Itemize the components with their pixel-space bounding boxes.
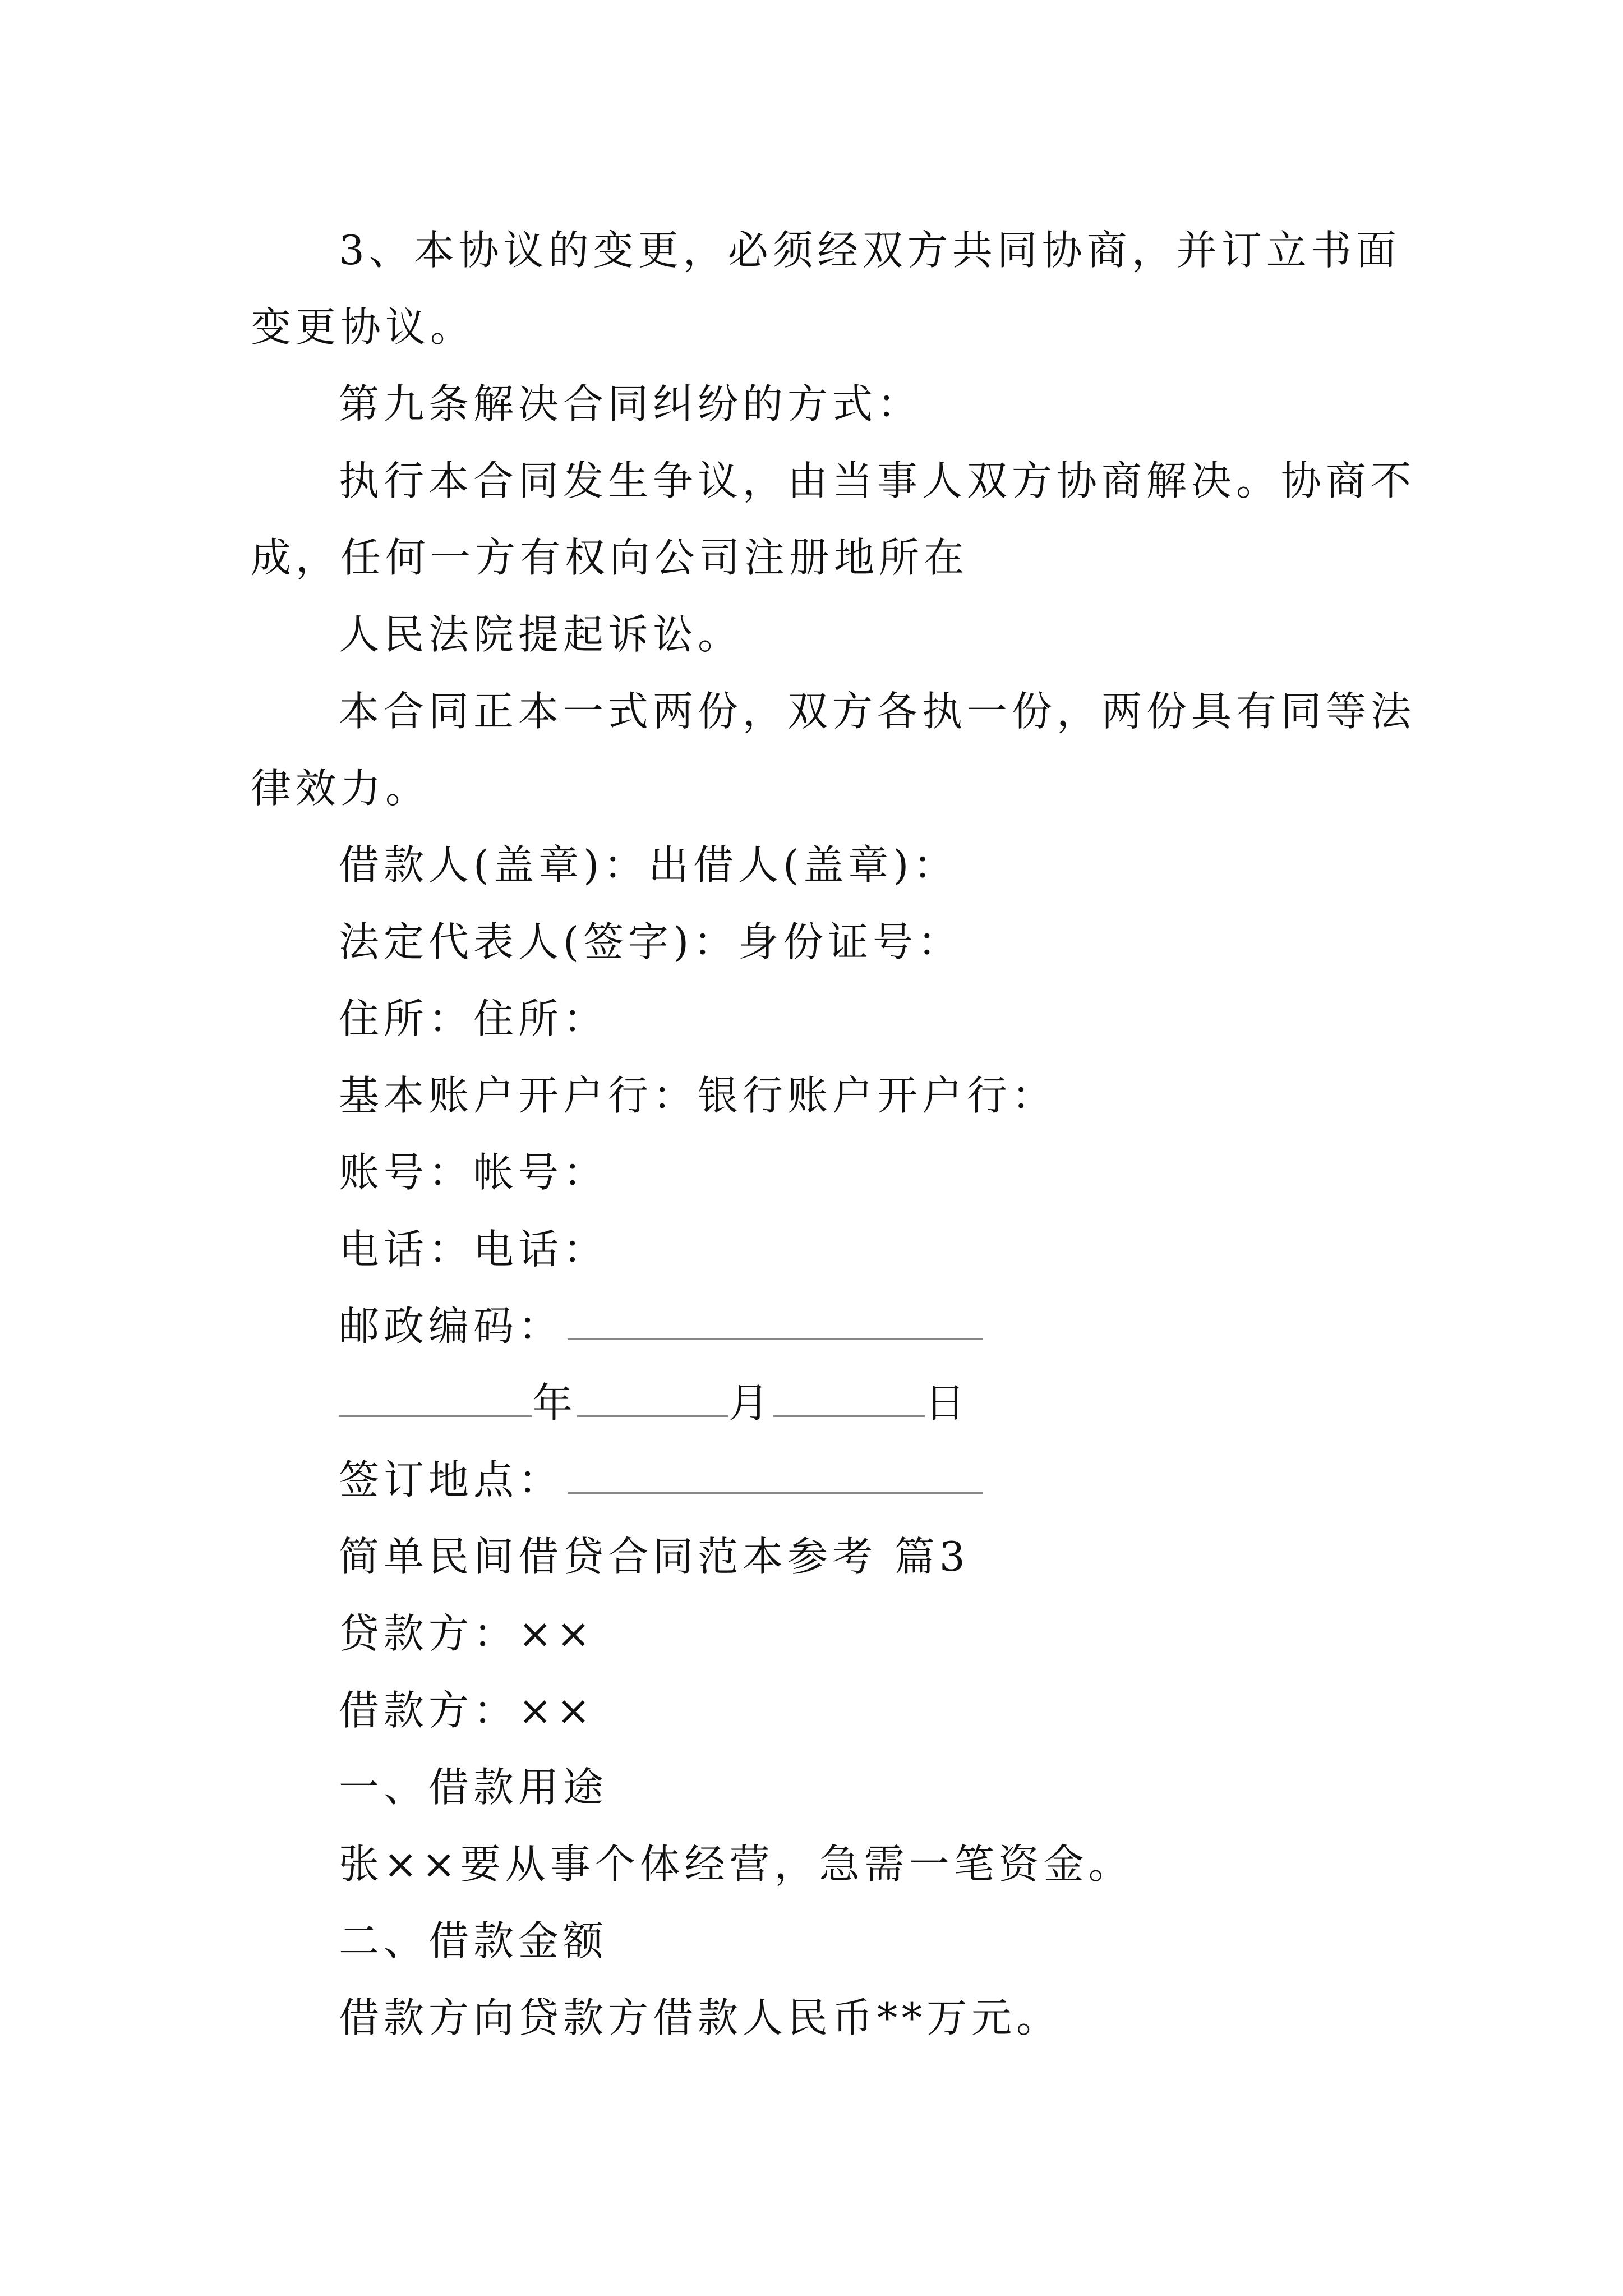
borrower-line: 借款方：××	[339, 1687, 595, 1734]
paragraph-line: 本合同正本一式两份，双方各执一份，两份具有同等法	[339, 688, 1416, 735]
section-title: 简单民间借贷合同范本参考 篇3	[339, 1533, 970, 1580]
account-field-line: 账号：帐号：	[339, 1149, 608, 1196]
document-body	[251, 212, 1416, 2056]
year-label: 年	[532, 1379, 578, 1427]
paragraph-line: 执行本合同发生争议，由当事人双方协商解决。协商不	[339, 457, 1416, 504]
clause-heading: 二、借款金额	[339, 1917, 608, 1964]
date-line	[251, 1365, 1389, 1442]
section-heading: 第九条解决合同纠纷的方式：	[339, 380, 923, 427]
paragraph-line: 3、本协议的变更，必须经双方共同协商，并订立书面	[339, 227, 1401, 274]
address-field-line: 住所：住所：	[339, 995, 608, 1042]
signature-field-line: 借款人(盖章)：出借人(盖章)：	[339, 841, 958, 889]
clause-heading: 一、借款用途	[339, 1764, 608, 1811]
month-blank	[577, 1382, 728, 1417]
day-label: 日	[925, 1379, 970, 1427]
paragraph-line: 张××要从事个体经营，急需一笔资金。	[339, 1841, 1133, 1888]
signing-place-blank	[568, 1458, 983, 1494]
signing-place-line	[251, 1442, 1389, 1519]
signing-place-label: 签订地点：	[339, 1456, 564, 1503]
year-blank	[339, 1382, 532, 1417]
paragraph-line: 变更协议。	[251, 303, 476, 351]
phone-field-line: 电话：电话：	[339, 1226, 608, 1273]
paragraph-line: 人民法院提起诉讼。	[339, 611, 743, 658]
month-label: 月	[728, 1379, 774, 1427]
paragraph-line: 借款方向贷款方借款人民币**万元。	[339, 1994, 1062, 2041]
signature-field-line: 法定代表人(签字)：身份证号：	[339, 918, 963, 965]
paragraph-line: 律效力。	[251, 765, 431, 812]
postal-code-blank	[568, 1305, 983, 1340]
lender-line: 贷款方：××	[339, 1610, 595, 1657]
day-blank	[773, 1382, 925, 1417]
postal-code-line	[251, 1288, 1389, 1365]
paragraph-line: 成，任何一方有权向公司注册地所在	[251, 534, 969, 581]
bank-field-line: 基本账户开户行：银行账户开户行：	[339, 1072, 1057, 1119]
postal-code-label: 邮政编码：	[339, 1303, 564, 1350]
